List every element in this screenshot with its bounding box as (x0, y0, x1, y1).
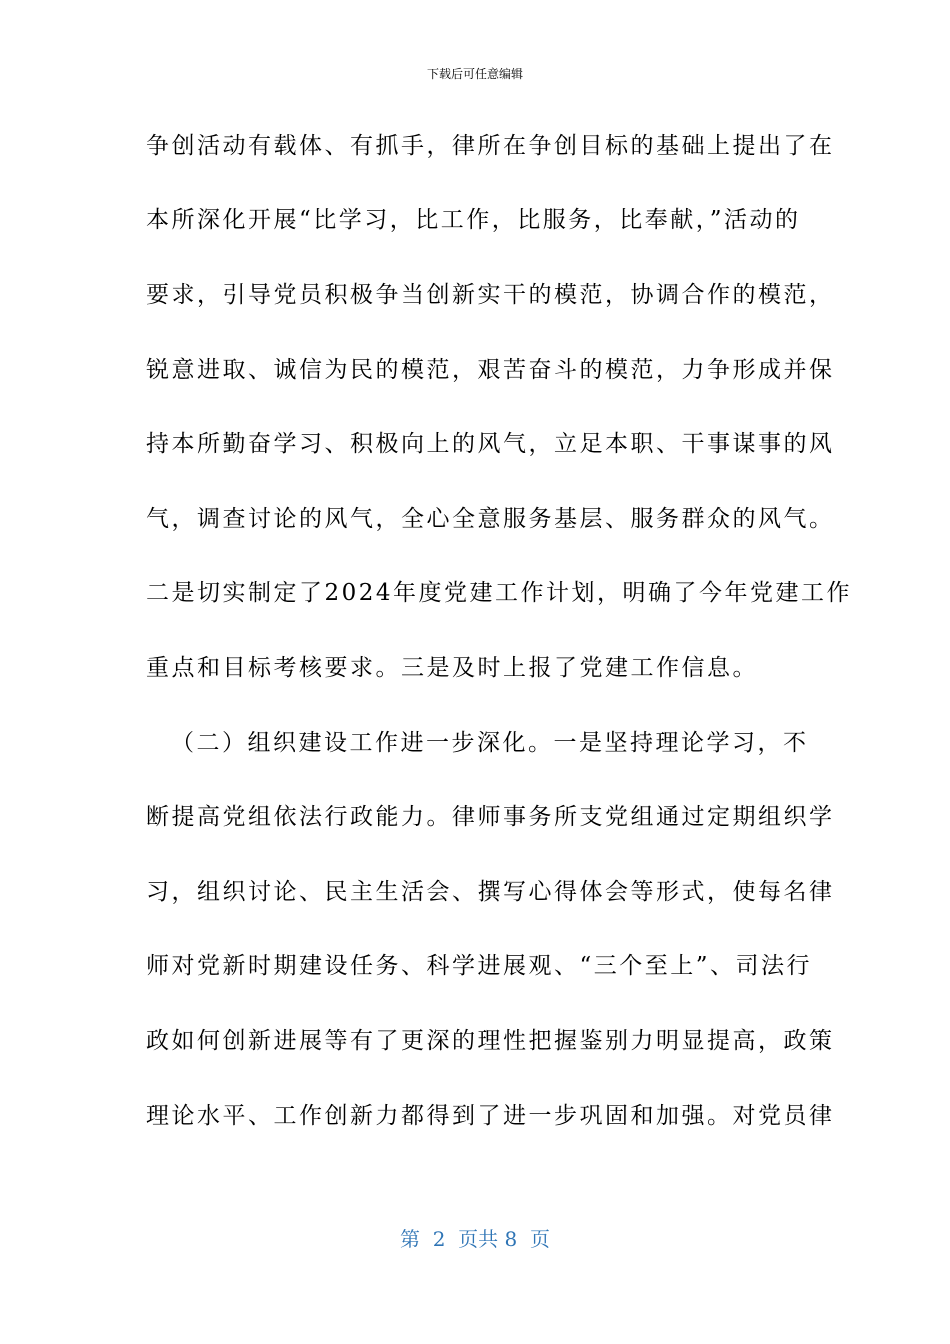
page-header: 下载后可任意编辑 (426, 67, 523, 81)
paragraph-line: 理论水平、工作创新力都得到了进一步巩固和加强。对党员律 (146, 1103, 835, 1129)
section-heading-line: （二）组织建设工作进一步深化。一是坚持理论学习，不 (171, 730, 809, 756)
paragraph-line: 要求，引导党员积极争当创新实干的模范，协调合作的模范， (146, 282, 835, 308)
paragraph-line: 重点和目标考核要求。三是及时上报了党建工作信息。 (146, 655, 758, 681)
page-footer: 第 2 页共 8 页 (400, 1227, 550, 1251)
paragraph-line: 二是切实制定了2024年度党建工作计划，明确了今年党建工作 (146, 580, 853, 606)
paragraph-line: 持本所勤奋学习、积极向上的风气，立足本职、干事谋事的风 (146, 431, 835, 457)
paragraph-line: 本所深化开展“比学习，比工作，比服务，比奉献，”活动的 (146, 207, 801, 233)
paragraph-line: 习，组织讨论、民主生活会、撰写心得体会等形式，使每名律 (146, 879, 835, 905)
paragraph-line: 争创活动有载体、有抓手，律所在争创目标的基础上提出了在 (146, 133, 835, 159)
paragraph-line: 政如何创新进展等有了更深的理性把握鉴别力明显提高，政策 (146, 1028, 835, 1054)
paragraph-line: 师对党新时期建设任务、科学进展观、“三个至上”、司法行 (146, 953, 813, 979)
paragraph-line: 气，调查讨论的风气，全心全意服务基层、服务群众的风气。 (146, 506, 835, 532)
paragraph-line: 锐意进取、诚信为民的模范，艰苦奋斗的模范，力争形成并保 (146, 357, 835, 383)
paragraph-line: 断提高党组依法行政能力。律师事务所支党组通过定期组织学 (146, 804, 835, 830)
